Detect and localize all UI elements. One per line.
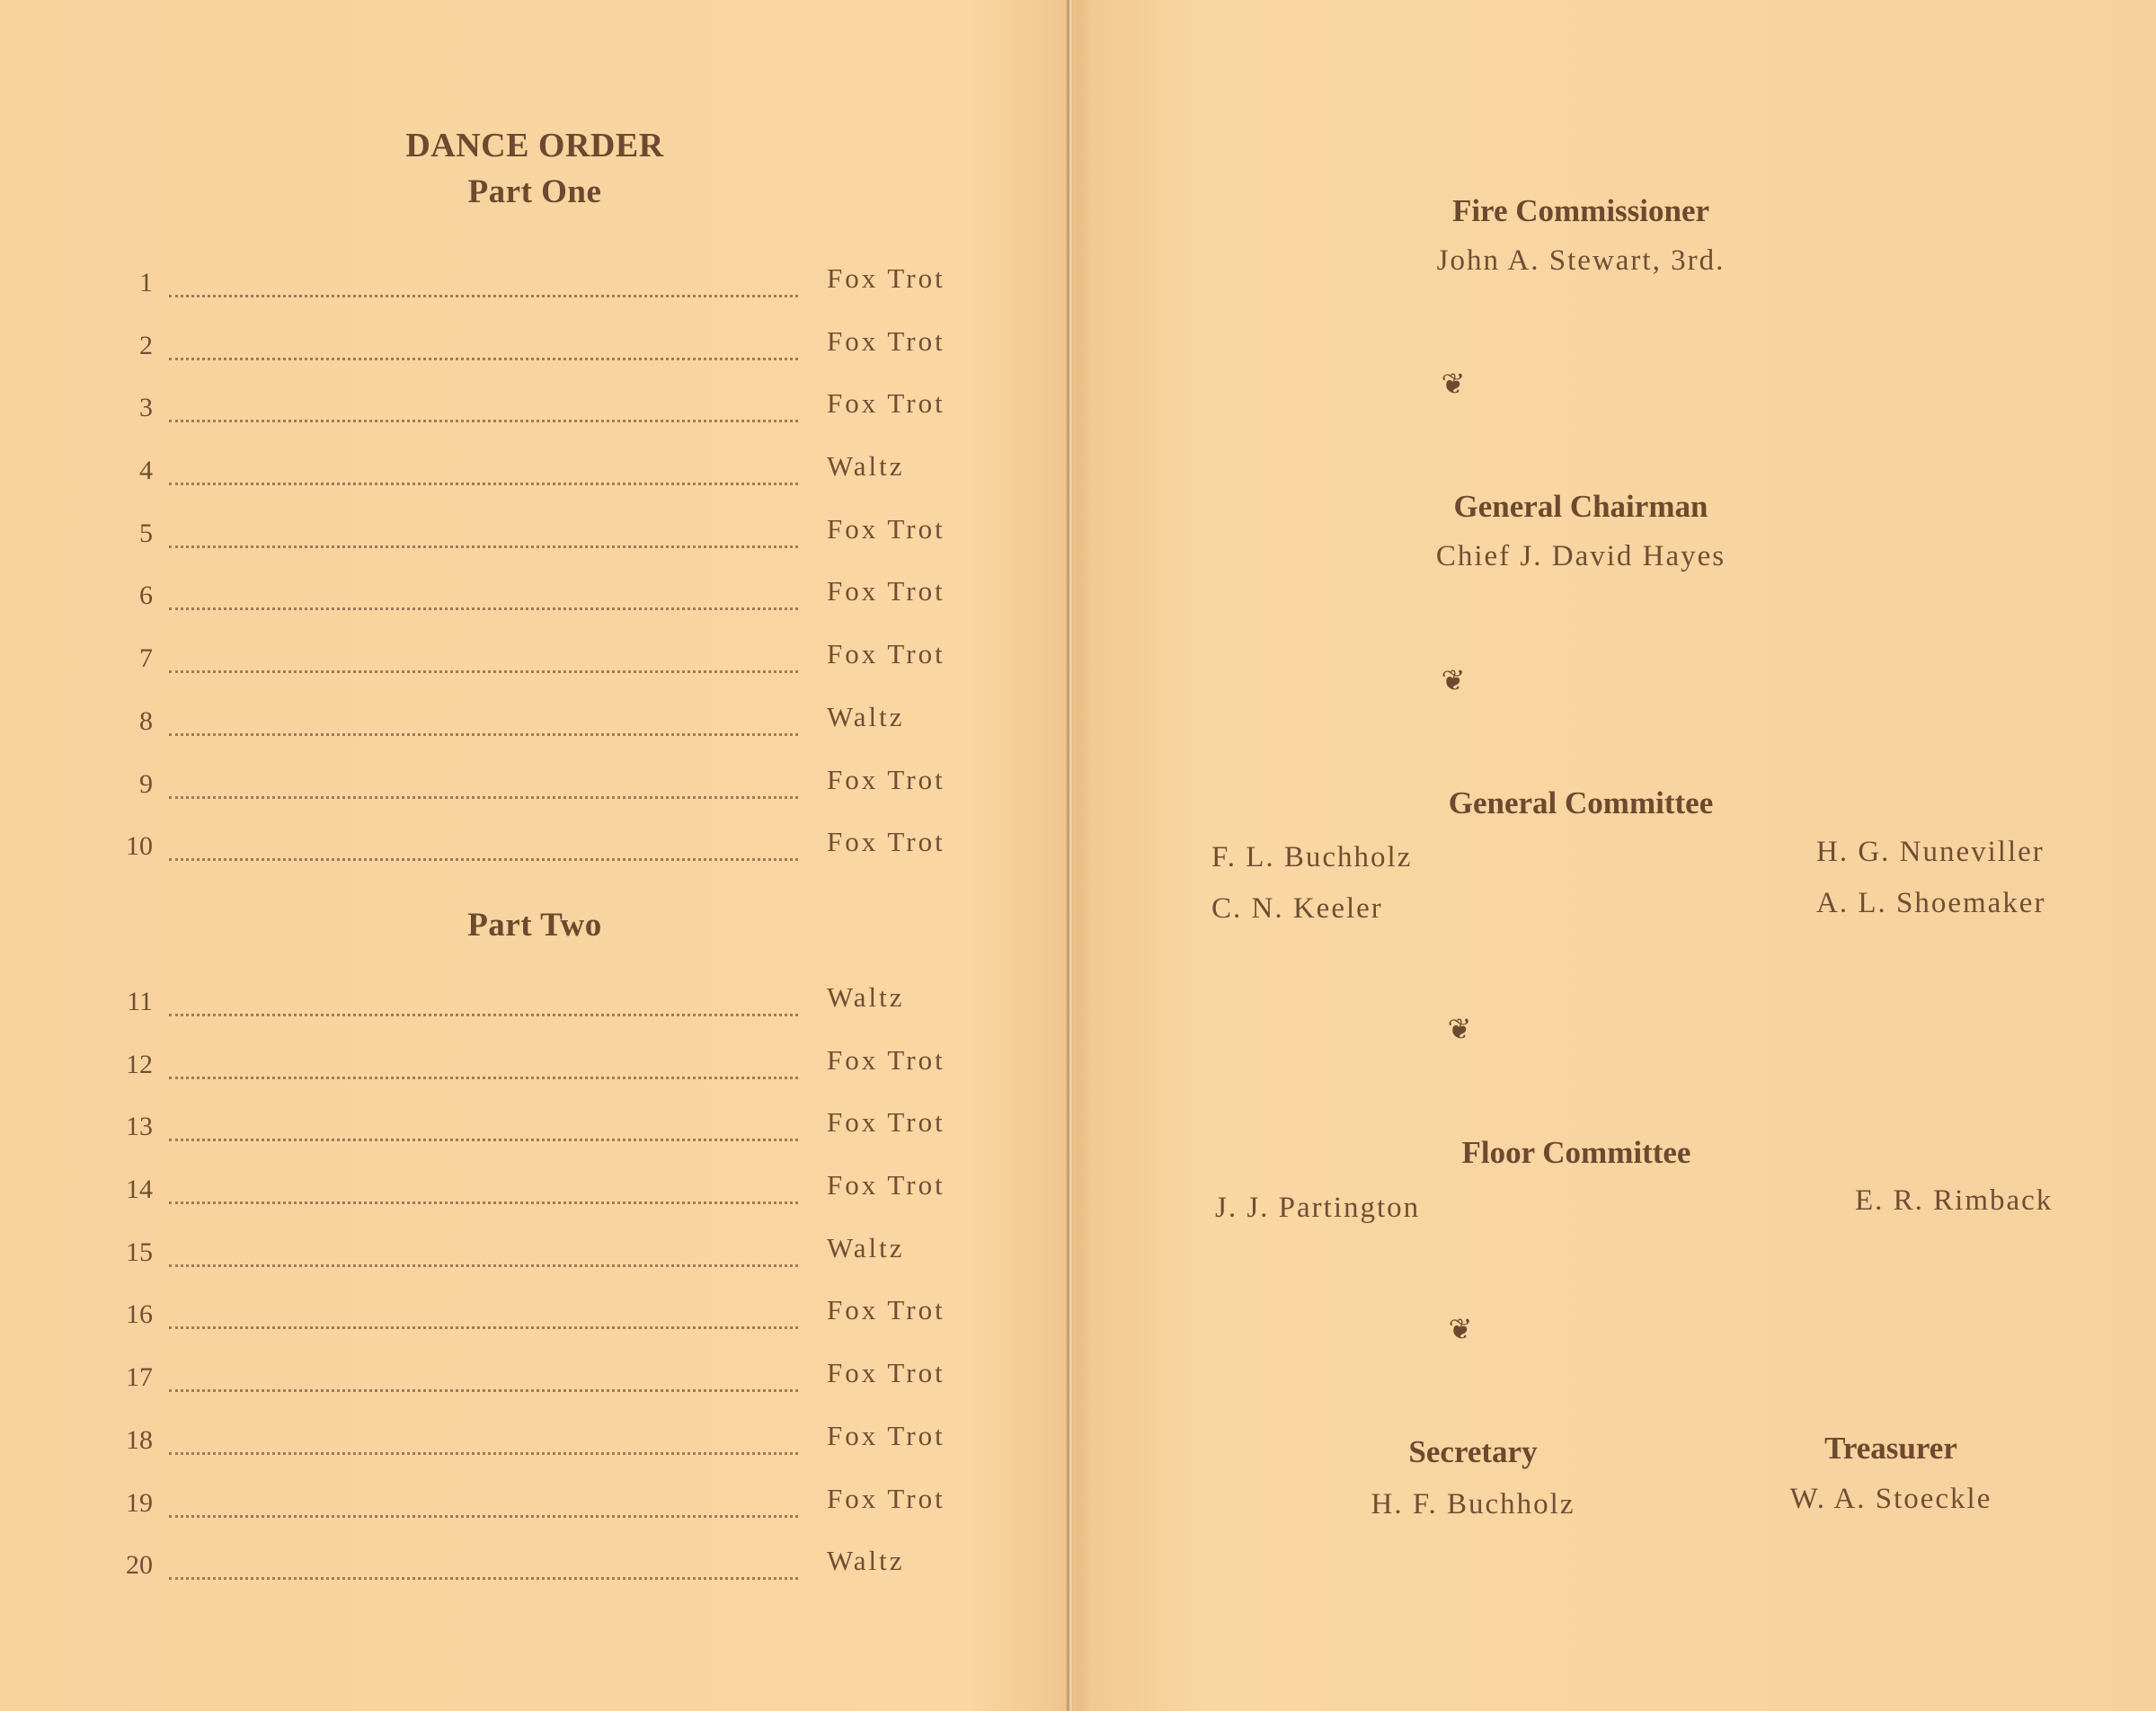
dotted-leader xyxy=(169,1014,798,1016)
general-committee-title: General Committee xyxy=(1448,785,1714,820)
dance-name: Fox Trot xyxy=(827,387,945,420)
dance-row xyxy=(117,448,971,511)
general-committee-member: A. L. Shoemaker xyxy=(1816,887,2046,919)
center-fold xyxy=(1066,0,1073,1711)
ornament-4: ❦ xyxy=(1448,1313,1473,1345)
dotted-leader xyxy=(169,358,798,360)
dance-number: 4 xyxy=(139,456,153,486)
floor-committee-member: E. R. Rimback xyxy=(1855,1184,2054,1217)
ornament-3: ❦ xyxy=(1447,1013,1472,1045)
dotted-leader xyxy=(169,1077,798,1079)
dotted-leader xyxy=(169,796,798,799)
dance-name: Fox Trot xyxy=(827,826,945,858)
dotted-leader xyxy=(169,295,798,297)
dance-row xyxy=(117,1543,971,1606)
dance-name: Fox Trot xyxy=(827,1294,945,1326)
part-two-dance-list xyxy=(117,980,971,1606)
dance-row xyxy=(117,1042,971,1105)
dance-number: 17 xyxy=(126,1362,153,1393)
dance-row xyxy=(117,699,971,762)
treasurer-name: W. A. Stoeckle xyxy=(1789,1483,1992,1515)
dotted-leader xyxy=(169,1139,798,1141)
fire-commissioner-name: John A. Stewart, 3rd. xyxy=(1436,244,1726,277)
dotted-leader xyxy=(169,545,798,548)
general-committee-member: F. L. Buchholz xyxy=(1211,841,1413,873)
dance-row xyxy=(117,762,971,825)
general-chairman-name: Chief J. David Hayes xyxy=(1435,540,1726,572)
dotted-leader xyxy=(169,1577,798,1580)
dance-name: Fox Trot xyxy=(827,1043,945,1076)
dance-name: Waltz xyxy=(827,981,905,1013)
dance-row xyxy=(117,1292,971,1355)
dance-row xyxy=(117,261,971,324)
dance-number: 20 xyxy=(126,1550,153,1581)
dance-number: 13 xyxy=(126,1112,153,1142)
ornament-2: ❦ xyxy=(1441,664,1466,696)
dance-name: Fox Trot xyxy=(827,512,945,545)
left-page xyxy=(0,0,1066,1711)
dance-number: 19 xyxy=(126,1487,153,1518)
floor-committee-title: Floor Committee xyxy=(1461,1135,1691,1170)
dance-row xyxy=(117,1355,971,1418)
dotted-leader xyxy=(169,1389,798,1392)
dance-row xyxy=(117,824,971,887)
dance-number: 15 xyxy=(126,1237,153,1267)
fire-commissioner-title: Fire Commissioner xyxy=(1451,193,1710,228)
dotted-leader xyxy=(169,420,798,422)
dance-row xyxy=(117,1481,971,1544)
dance-name: Fox Trot xyxy=(827,575,945,607)
dotted-leader xyxy=(169,1326,798,1329)
dance-row xyxy=(117,1104,971,1167)
part-one-heading: Part One xyxy=(467,173,602,210)
dotted-leader xyxy=(169,607,798,610)
right-page xyxy=(1073,0,2156,1711)
dance-row xyxy=(117,636,971,699)
dance-order-title: DANCE ORDER xyxy=(405,127,664,164)
dance-number: 12 xyxy=(126,1049,153,1079)
dotted-leader xyxy=(169,733,798,736)
dotted-leader xyxy=(169,1264,798,1267)
dance-row xyxy=(117,980,971,1042)
floor-committee-member: J. J. Partington xyxy=(1215,1192,1421,1224)
dance-number: 6 xyxy=(139,581,153,611)
dance-number: 14 xyxy=(126,1175,153,1205)
dance-row xyxy=(117,573,971,636)
dance-number: 1 xyxy=(139,268,153,297)
dance-number: 9 xyxy=(139,768,153,799)
dance-row xyxy=(117,324,971,386)
dance-number: 11 xyxy=(127,987,153,1016)
dance-name: Waltz xyxy=(827,1231,905,1263)
general-committee-member: C. N. Keeler xyxy=(1211,892,1383,925)
dance-row xyxy=(117,386,971,448)
dance-name: Waltz xyxy=(827,700,905,732)
dance-name: Fox Trot xyxy=(827,763,945,795)
dance-number: 10 xyxy=(126,831,153,862)
dance-row xyxy=(117,1418,971,1481)
dotted-leader xyxy=(169,1452,798,1455)
dotted-leader xyxy=(169,858,798,861)
dance-name: Fox Trot xyxy=(827,638,945,670)
dance-number: 2 xyxy=(139,330,153,360)
dotted-leader xyxy=(169,1515,798,1518)
dance-name: Fox Trot xyxy=(827,1482,945,1514)
dance-row xyxy=(117,511,971,574)
part-one-dance-list xyxy=(117,261,971,887)
dance-number: 5 xyxy=(139,518,153,548)
dance-number: 18 xyxy=(126,1424,153,1455)
dance-row xyxy=(117,1167,971,1230)
secretary-name: H. F. Buchholz xyxy=(1371,1488,1575,1520)
dance-name: Waltz xyxy=(827,1545,905,1577)
secretary-title: Secretary xyxy=(1408,1434,1538,1469)
dance-number: 16 xyxy=(126,1299,153,1330)
dance-name: Fox Trot xyxy=(827,262,945,294)
dance-name: Fox Trot xyxy=(827,1357,945,1389)
dotted-leader xyxy=(169,483,798,485)
treasurer-title: Treasurer xyxy=(1824,1431,1957,1466)
part-two-heading: Part Two xyxy=(467,907,602,944)
dance-row xyxy=(117,1230,971,1293)
dotted-leader xyxy=(169,670,798,673)
dance-name: Waltz xyxy=(827,450,905,483)
dance-number: 3 xyxy=(139,393,153,423)
general-chairman-title: General Chairman xyxy=(1453,489,1708,524)
general-committee-member: H. G. Nuneviller xyxy=(1816,836,2045,868)
dance-number: 7 xyxy=(139,643,153,674)
dance-name: Fox Trot xyxy=(827,1169,945,1201)
dance-name: Fox Trot xyxy=(827,1106,945,1139)
ornament-1: ❦ xyxy=(1441,368,1466,400)
dotted-leader xyxy=(169,1201,798,1204)
dance-number: 8 xyxy=(139,705,153,736)
dance-name: Fox Trot xyxy=(827,1419,945,1451)
dance-name: Fox Trot xyxy=(827,324,945,357)
